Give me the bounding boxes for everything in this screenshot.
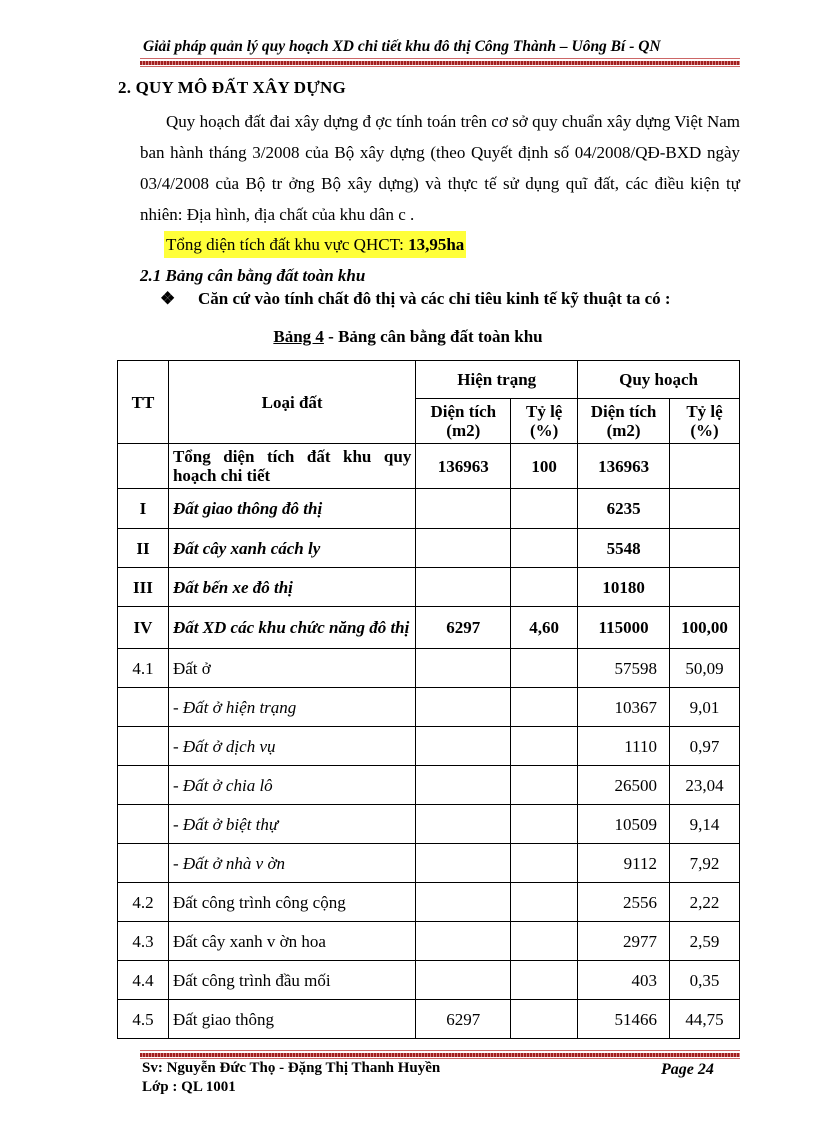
row-tt: 4.2 bbox=[118, 883, 169, 922]
row-current-area bbox=[416, 568, 511, 607]
row-planned-area: 51466 bbox=[578, 1000, 670, 1039]
row-current-ratio bbox=[511, 489, 578, 529]
row-planned-area: 136963 bbox=[578, 444, 670, 489]
running-header: Giải pháp quản lý quy hoạch XD chi tiết khu đô thị Công Thành – Uông Bí - QN bbox=[143, 38, 661, 55]
row-current-ratio bbox=[511, 1000, 578, 1039]
row-current-ratio bbox=[511, 961, 578, 1000]
table-row bbox=[118, 649, 740, 688]
row-current-ratio bbox=[511, 805, 578, 844]
row-current-area bbox=[416, 529, 511, 568]
row-tt: IV bbox=[118, 607, 169, 649]
row-land-type: Đất cây xanh v ờn hoa bbox=[168, 922, 415, 961]
row-tt bbox=[118, 766, 169, 805]
row-planned-ratio bbox=[670, 444, 740, 489]
row-land-type: Đất ở bbox=[168, 649, 415, 688]
footer-rule-band bbox=[140, 1053, 740, 1057]
land-balance-table bbox=[117, 360, 740, 1039]
header-land-type: Loại đất bbox=[168, 361, 415, 444]
row-land-type: - Đất ở hiện trạng bbox=[168, 688, 415, 727]
row-planned-ratio: 0,35 bbox=[670, 961, 740, 1000]
row-tt: III bbox=[118, 568, 169, 607]
row-tt bbox=[118, 727, 169, 766]
row-current-ratio bbox=[511, 766, 578, 805]
table-row bbox=[118, 844, 740, 883]
row-land-type: - Đất ở chia lô bbox=[168, 766, 415, 805]
table-row bbox=[118, 568, 740, 607]
row-planned-ratio: 100,00 bbox=[670, 607, 740, 649]
footer-class: Lớp : QL 1001 bbox=[142, 1079, 236, 1095]
row-planned-area: 26500 bbox=[578, 766, 670, 805]
table-row bbox=[118, 727, 740, 766]
table-caption-number: Bảng 4 bbox=[273, 327, 324, 346]
row-tt: 4.5 bbox=[118, 1000, 169, 1039]
row-land-type: Tổng diện tích đất khu quy hoạch chi tiết bbox=[168, 444, 415, 489]
table-row bbox=[118, 883, 740, 922]
body-paragraph bbox=[140, 106, 740, 230]
row-planned-area: 57598 bbox=[578, 649, 670, 688]
footer-author: Sv: Nguyễn Đức Thọ - Đặng Thị Thanh Huyền bbox=[142, 1060, 441, 1076]
header-current-area: Diện tích (m2) bbox=[416, 399, 511, 444]
row-tt: 4.1 bbox=[118, 649, 169, 688]
row-current-ratio: 4,60 bbox=[511, 607, 578, 649]
row-current-ratio bbox=[511, 922, 578, 961]
row-current-area bbox=[416, 883, 511, 922]
row-current-area bbox=[416, 649, 511, 688]
table-row bbox=[118, 922, 740, 961]
row-current-area: 6297 bbox=[416, 1000, 511, 1039]
row-planned-ratio bbox=[670, 489, 740, 529]
row-tt bbox=[118, 444, 169, 489]
row-planned-area: 115000 bbox=[578, 607, 670, 649]
row-tt: 4.4 bbox=[118, 961, 169, 1000]
header-current: Hiện trạng bbox=[416, 361, 578, 399]
row-land-type: Đất cây xanh cách ly bbox=[168, 529, 415, 568]
row-current-area bbox=[416, 844, 511, 883]
row-planned-ratio: 50,09 bbox=[670, 649, 740, 688]
row-land-type: - Đất ở dịch vụ bbox=[168, 727, 415, 766]
subsection-heading: 2.1 Bảng cân bằng đất toàn khu bbox=[140, 266, 366, 285]
header-rule bbox=[140, 58, 740, 59]
row-current-ratio bbox=[511, 568, 578, 607]
row-land-type: - Đất ở biệt thự bbox=[168, 805, 415, 844]
table-caption-text: - Bảng cân bằng đất toàn khu bbox=[323, 327, 543, 346]
row-planned-ratio: 23,04 bbox=[670, 766, 740, 805]
footer-rule-lower bbox=[140, 1058, 740, 1059]
row-planned-ratio: 0,97 bbox=[670, 727, 740, 766]
row-current-area bbox=[416, 805, 511, 844]
row-land-type: - Đất ở nhà v ờn bbox=[168, 844, 415, 883]
row-planned-area: 9112 bbox=[578, 844, 670, 883]
row-planned-area: 10509 bbox=[578, 805, 670, 844]
row-planned-area: 403 bbox=[578, 961, 670, 1000]
row-planned-ratio: 44,75 bbox=[670, 1000, 740, 1039]
total-area-value: 13,95ha bbox=[408, 235, 465, 254]
row-current-area bbox=[416, 489, 511, 529]
table-row bbox=[118, 805, 740, 844]
row-land-type: Đất công trình đầu mối bbox=[168, 961, 415, 1000]
row-planned-ratio: 9,14 bbox=[670, 805, 740, 844]
row-land-type: Đất giao thông đô thị bbox=[168, 489, 415, 529]
table-row bbox=[118, 444, 740, 489]
header-rule-lower bbox=[140, 66, 740, 67]
row-current-ratio bbox=[511, 727, 578, 766]
row-current-ratio bbox=[511, 844, 578, 883]
row-current-area bbox=[416, 961, 511, 1000]
row-planned-area: 10367 bbox=[578, 688, 670, 727]
header-tt: TT bbox=[118, 361, 169, 444]
body-paragraph-text: Quy hoạch đất đai xây dựng đ ợc tính toán trên cơ sở quy chuẩn xây dựng Việt Nam ban hành tháng 3/2008 của Bộ xây dựng (theo Quyết định số 04/2008/QĐ-BXD ngày 03/4/2008 của Bộ tr ởng Bộ xây dựng) và thực tế sử dụng quĩ đất, các điều kiện tự nhiên: Địa hình, địa chất của khu dân c . bbox=[140, 112, 740, 224]
row-current-ratio bbox=[511, 883, 578, 922]
row-current-area bbox=[416, 766, 511, 805]
row-current-area: 136963 bbox=[416, 444, 511, 489]
row-planned-ratio: 2,22 bbox=[670, 883, 740, 922]
bullet-text: Căn cứ vào tính chất đô thị và các chỉ tiêu kinh tế kỹ thuật ta có : bbox=[198, 289, 671, 308]
diamond-bullet-icon: ❖ bbox=[160, 289, 176, 308]
row-planned-ratio: 2,59 bbox=[670, 922, 740, 961]
header-planned-ratio: Tỷ lệ (%) bbox=[670, 399, 740, 444]
row-current-area bbox=[416, 922, 511, 961]
row-planned-ratio bbox=[670, 529, 740, 568]
page-number: Page 24 bbox=[661, 1061, 714, 1078]
bullet-line bbox=[160, 289, 671, 309]
row-current-ratio: 100 bbox=[511, 444, 578, 489]
table-row bbox=[118, 688, 740, 727]
row-current-area bbox=[416, 688, 511, 727]
total-area-label: Tổng diện tích đất khu vực QHCT: bbox=[166, 235, 404, 254]
row-tt bbox=[118, 844, 169, 883]
row-planned-ratio: 7,92 bbox=[670, 844, 740, 883]
row-land-type: Đất bến xe đô thị bbox=[168, 568, 415, 607]
header-current-ratio: Tỷ lệ (%) bbox=[511, 399, 578, 444]
row-land-type: Đất XD các khu chức năng đô thị bbox=[168, 607, 415, 649]
table-row bbox=[118, 607, 740, 649]
row-current-area bbox=[416, 727, 511, 766]
row-planned-area: 5548 bbox=[578, 529, 670, 568]
row-planned-area: 1110 bbox=[578, 727, 670, 766]
header-rule-band bbox=[140, 61, 740, 65]
row-current-ratio bbox=[511, 529, 578, 568]
footer-rule bbox=[140, 1050, 740, 1051]
row-planned-ratio bbox=[670, 568, 740, 607]
row-tt: 4.3 bbox=[118, 922, 169, 961]
header-planned-area: Diện tích (m2) bbox=[578, 399, 670, 444]
row-tt: II bbox=[118, 529, 169, 568]
row-tt bbox=[118, 805, 169, 844]
row-planned-area: 2556 bbox=[578, 883, 670, 922]
row-current-ratio bbox=[511, 649, 578, 688]
table-row bbox=[118, 1000, 740, 1039]
row-current-area: 6297 bbox=[416, 607, 511, 649]
table-row bbox=[118, 489, 740, 529]
row-land-type: Đất giao thông bbox=[168, 1000, 415, 1039]
row-planned-area: 2977 bbox=[578, 922, 670, 961]
header-planned: Quy hoạch bbox=[578, 361, 740, 399]
total-area-highlight bbox=[164, 231, 466, 258]
row-planned-ratio: 9,01 bbox=[670, 688, 740, 727]
row-current-ratio bbox=[511, 688, 578, 727]
section-title: 2. QUY MÔ ĐẤT XÂY DỰNG bbox=[118, 78, 346, 97]
table-row bbox=[118, 529, 740, 568]
table-row bbox=[118, 961, 740, 1000]
row-tt bbox=[118, 688, 169, 727]
row-land-type: Đất công trình công cộng bbox=[168, 883, 415, 922]
row-planned-area: 6235 bbox=[578, 489, 670, 529]
row-tt: I bbox=[118, 489, 169, 529]
table-caption bbox=[0, 327, 816, 347]
table-row bbox=[118, 766, 740, 805]
row-planned-area: 10180 bbox=[578, 568, 670, 607]
